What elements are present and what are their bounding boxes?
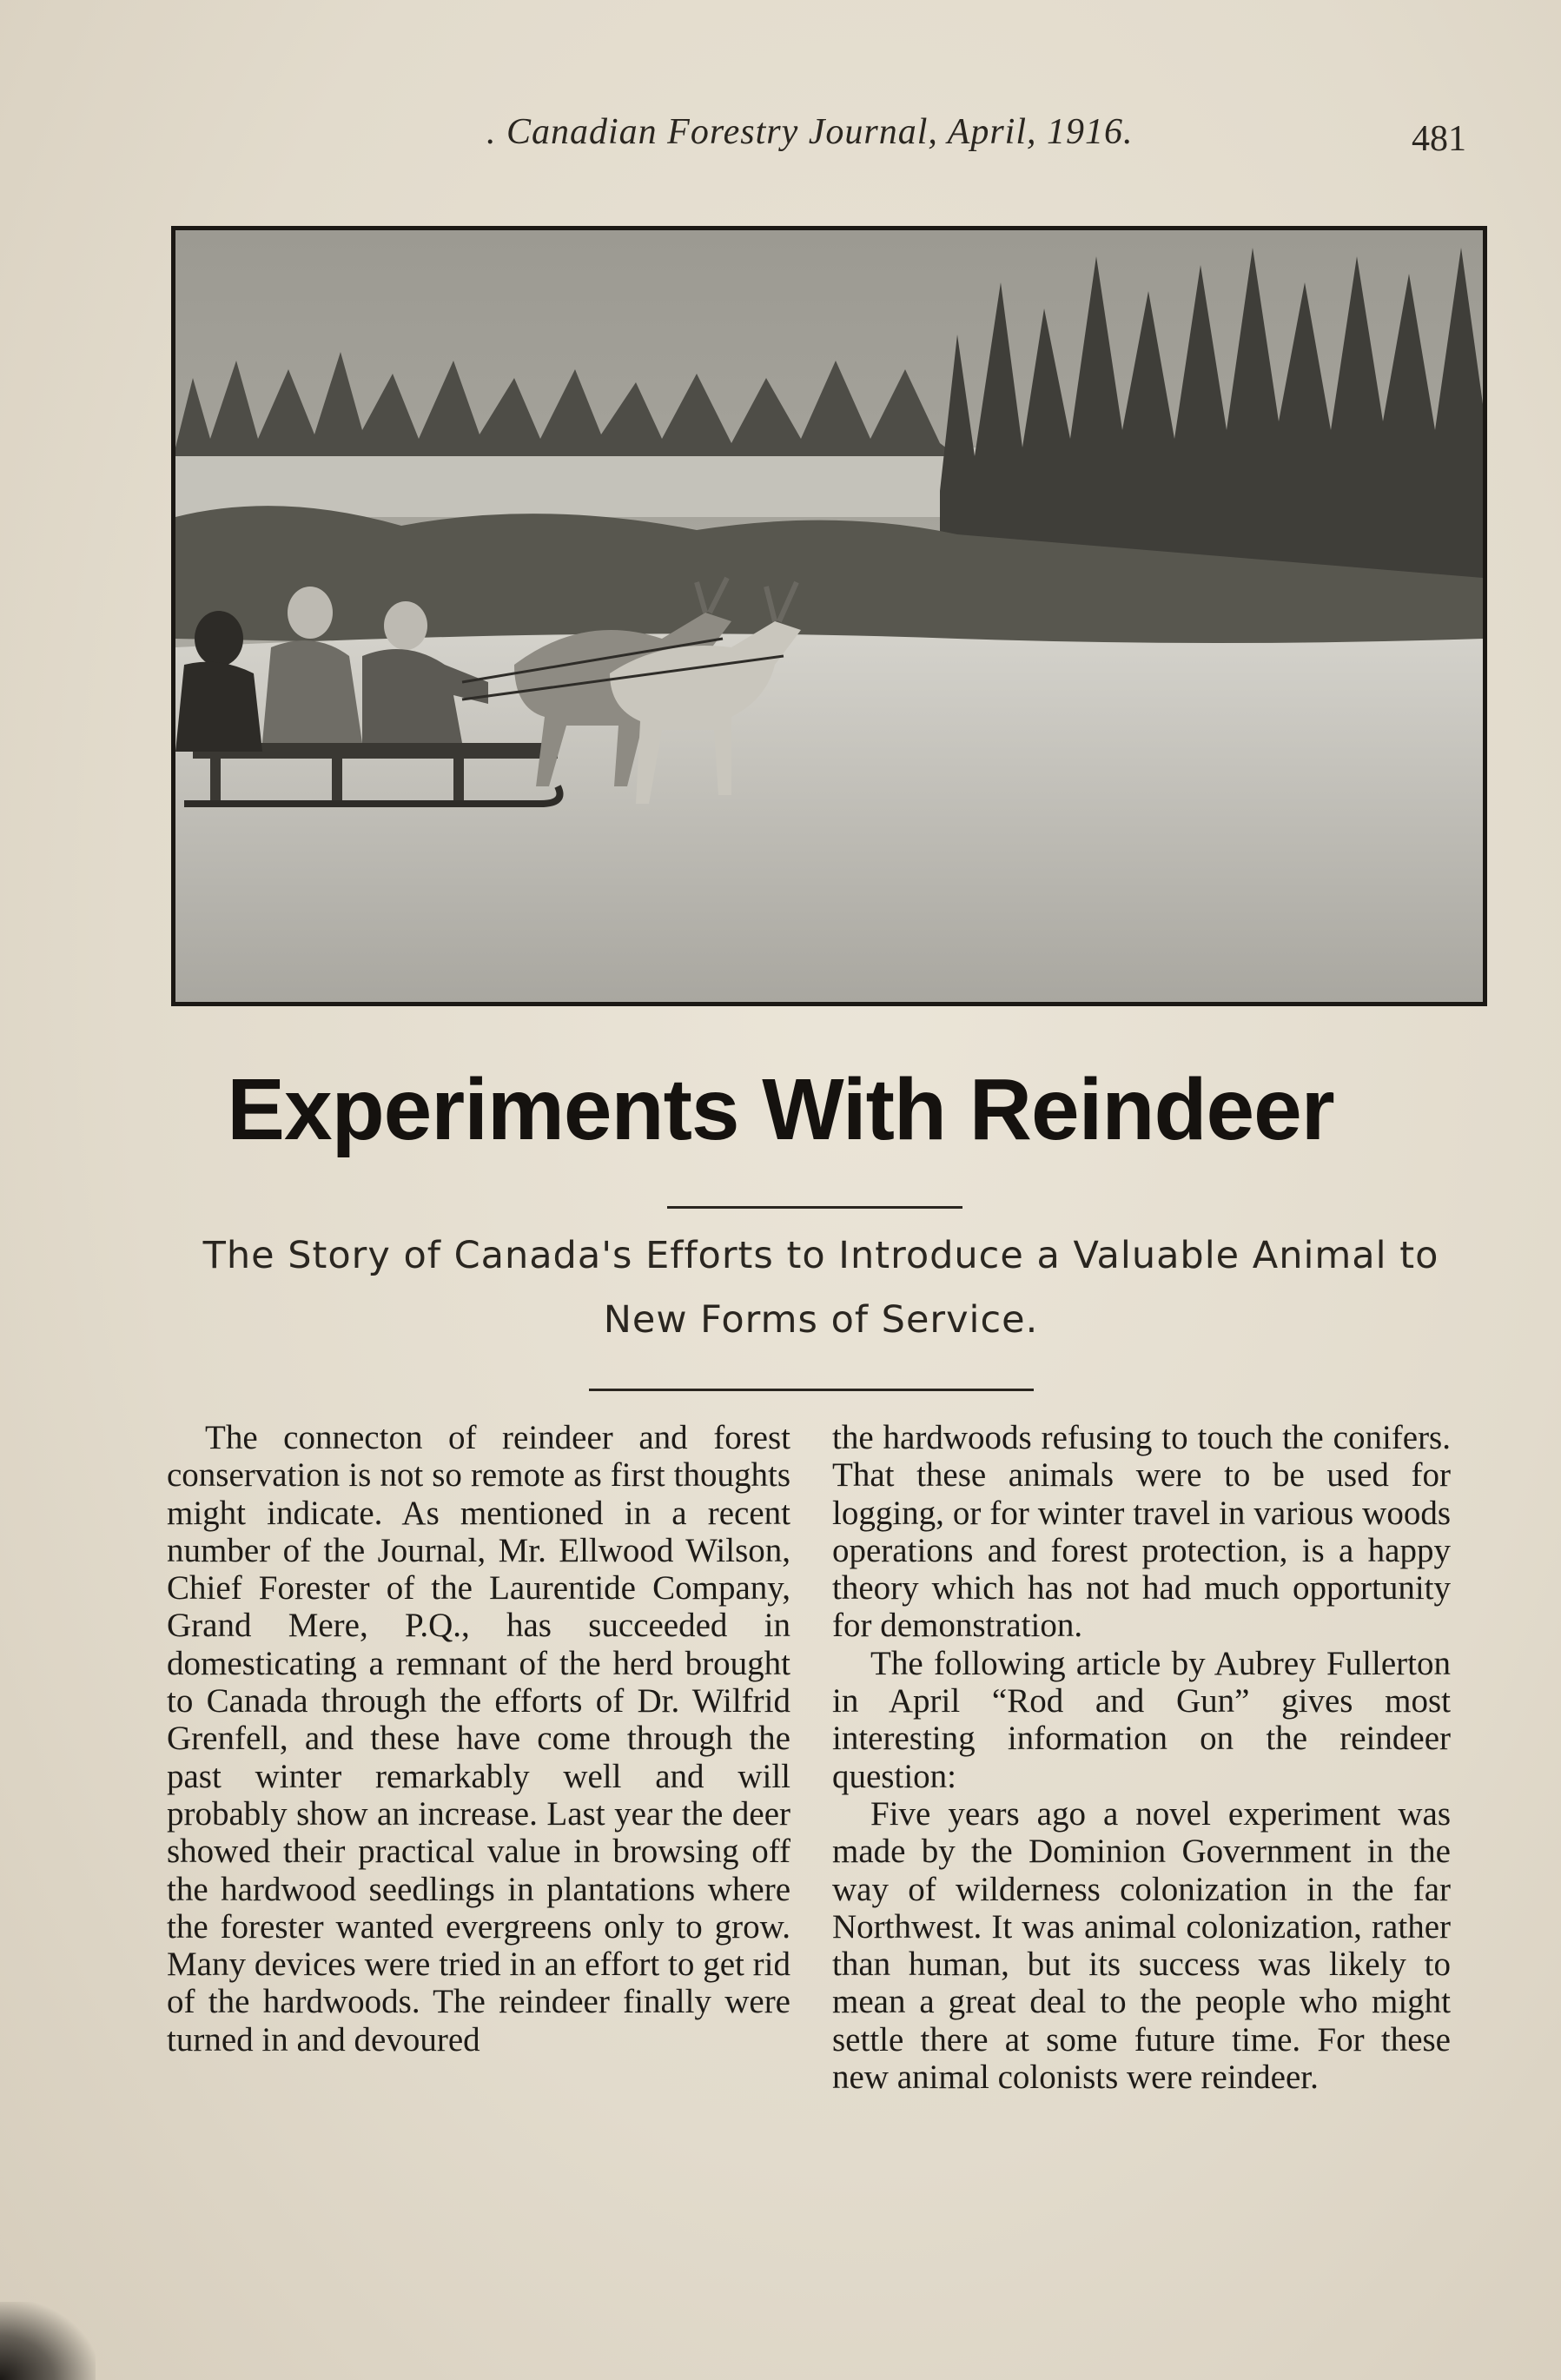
title-rule-top bbox=[667, 1206, 962, 1209]
subtitle-line-1: The Story of Canada's Efforts to Introduce a Valuable Animal to bbox=[202, 1234, 1439, 1277]
binding-shadow bbox=[0, 2302, 96, 2380]
paragraph: Five years ago a novel experiment was made by the Dominion Government in the way of wilderness colonization in the far Northwest. It was animal colonization, rather than human, but its success was likely to mean a great deal to the people who might settle there at some future time. For these new animal colonists were reindeer. bbox=[832, 1794, 1451, 2097]
paragraph: The following article by Aubrey Fullerton in April “Rod and Gun” gives most interesting information on the reindeer question: bbox=[832, 1644, 1451, 1795]
page-number: 481 bbox=[1412, 119, 1466, 159]
article-subtitle bbox=[174, 1223, 1468, 1352]
article-title: Experiments With Reindeer bbox=[227, 1061, 1334, 1158]
subtitle-line-2: New Forms of Service. bbox=[603, 1298, 1039, 1342]
left-column bbox=[167, 1419, 790, 2058]
photo-illustration bbox=[175, 230, 1483, 1002]
running-head: . Canadian Forestry Journal, April, 1916. bbox=[486, 112, 1134, 152]
paragraph: The connecton of reindeer and forest conservation is not so remote as first thoughts might indicate. As mentioned in a recent number of the Journal, Mr. Ellwood Wilson, Chief Forester of the Laurentide Company, Grand Mere, P.Q., has succeeded in domesticating a remnant of the herd brought to Canada through the efforts of Dr. Wilfrid Grenfell, and these have come through the past winter remarkably well and will probably show an increase. Last year the deer showed their practical value in browsing off the hardwood seedlings in plantations where the forester wanted evergreens only to grow. Many devices were tried in an effort to get rid of the hardwoods. The reindeer finally were turned in and devoured bbox=[167, 1419, 790, 2058]
right-column bbox=[832, 1419, 1451, 2096]
reindeer-sleigh-photo bbox=[171, 226, 1487, 1006]
title-rule-bottom bbox=[589, 1389, 1034, 1391]
paragraph: the hardwoods refusing to touch the conifers. That these animals were to be used for logging, or for winter travel in various woods operations and forest protection, is a happy theory which has not had much opportunity for demonstration. bbox=[832, 1419, 1451, 1645]
